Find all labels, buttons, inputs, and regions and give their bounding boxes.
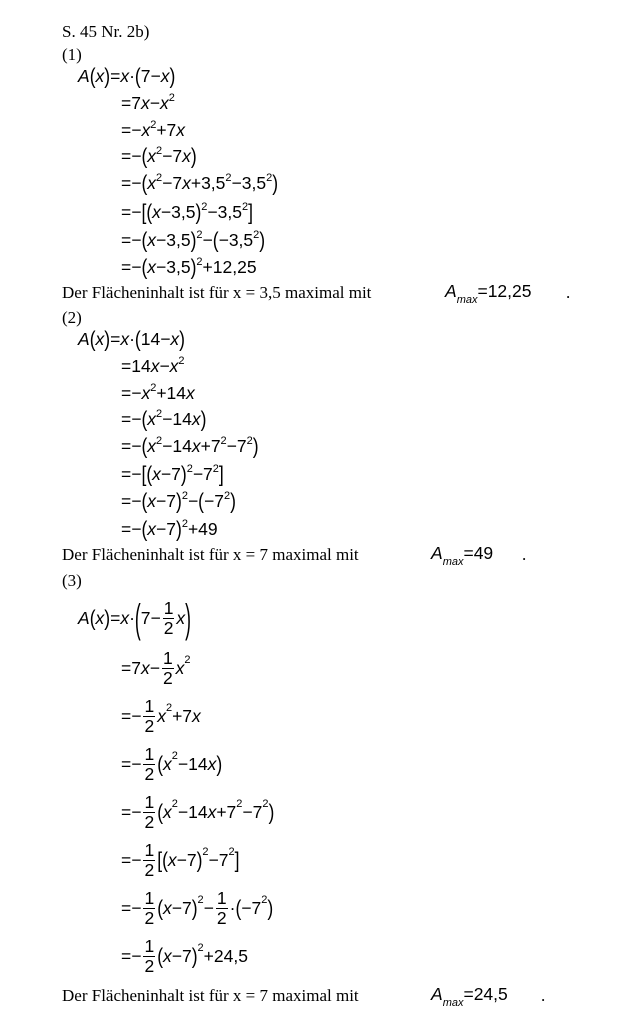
equation-line: $=-[(x-3,5)^2-3,5^2]$ xyxy=(121,199,253,225)
equation-line: $=-(x-7)^2-(-7^2)$ xyxy=(121,488,236,514)
part-1-label: (1) xyxy=(62,45,82,64)
equation-line: A(x)=x·(14−x) xyxy=(78,326,185,352)
equation-line: =− $\frac{1}{2}$ ( x −7 ) $^2$ − $\frac{1}{2}$ · ( −7 $^2$ ) xyxy=(121,887,274,928)
equation-line: $=-x^2+14x$ xyxy=(121,382,195,403)
part-3-label: (3) xyxy=(62,571,82,590)
equation-line: $=-(x^2-7x+3,5^2-3,5^2)$ xyxy=(121,170,279,196)
equation-line: $=7x-x^2$ xyxy=(121,92,175,113)
equation-line: A ( x ) = x · ( 7− $\frac{1}{2}$ x ) xyxy=(78,595,191,641)
part-1-period: . xyxy=(566,283,571,302)
equation-line: =− $\frac{1}{2}$ ( x $^2$ −14 x ) xyxy=(121,743,223,784)
part-1-amax: $A_{max}=12,25$ xyxy=(445,281,532,306)
part-2-period: . xyxy=(522,545,527,564)
part-1-conclusion: Der Flächeninhalt ist für x = 3,5 maximal mit xyxy=(62,283,372,302)
equation-line: =7 x − $\frac{1}{2}$ x $^2$ xyxy=(121,647,191,688)
equation-line: $=-x^2+7x$ xyxy=(121,119,186,140)
equation-line: $=-[(x-7)^2-7^2]$ xyxy=(121,461,224,487)
part-2-label: (2) xyxy=(62,308,82,327)
part-3-conclusion: Der Flächeninhalt ist für x = 7 maximal mit xyxy=(62,986,359,1005)
part-3-amax: $A_{max}=24,5$ xyxy=(431,984,508,1009)
equation-line: $=14x-x^2$ xyxy=(121,355,185,376)
equation-line: $=-(x^2-14x)$ xyxy=(121,406,207,432)
equation-line: $=-(x-3,5)^2+12,25$ xyxy=(121,254,257,280)
document-title: S. 45 Nr. 2b) xyxy=(62,22,150,41)
part-3-period: . xyxy=(541,986,546,1005)
equation-line: =− $\frac{1}{2}$ ( x −7 ) $^2$ +24,5 xyxy=(121,935,248,976)
equation-line: =− $\frac{1}{2}$ x $^2$ +7 x xyxy=(121,695,201,736)
equation-line: $=-(x^2-14x+7^2-7^2)$ xyxy=(121,433,259,459)
equation-line: $=-(x-7)^2+49$ xyxy=(121,516,218,542)
equation-line: =− $\frac{1}{2}$ ( x $^2$ −14 x +7 $^2$ −7 $^2$ ) xyxy=(121,791,275,832)
equation-line: $=-(x^2-7x)$ xyxy=(121,143,197,169)
equation-line: A(x)=x·(7−x) xyxy=(78,63,176,89)
part-2-conclusion: Der Flächeninhalt ist für x = 7 maximal mit xyxy=(62,545,359,564)
equation-line: $=-(x-3,5)^2-(-3,5^2)$ xyxy=(121,227,266,253)
part-2-amax: $A_{max}=49$ xyxy=(431,543,494,568)
equation-line: =− $\frac{1}{2}$ [ ( x −7 ) $^2$ −7 $^2$ ] xyxy=(121,839,240,880)
